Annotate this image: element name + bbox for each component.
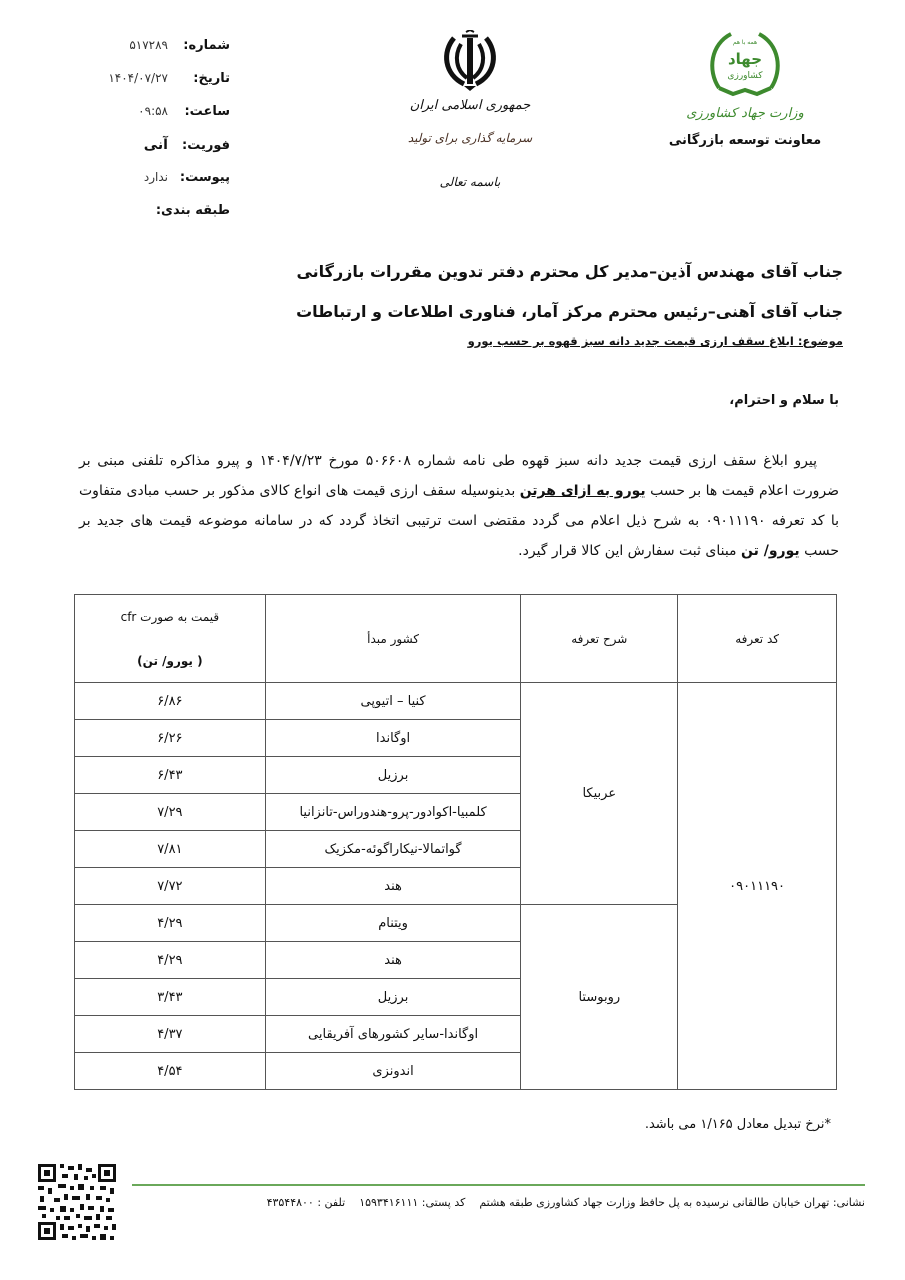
meta-value: ندارد: [143, 170, 168, 184]
meta-value: ۱۴۰۴/۰۷/۲۷: [108, 71, 168, 85]
meta-label: شماره:: [183, 38, 230, 53]
header-tariff-desc: شرح تعرفه: [521, 595, 678, 683]
year-slogan: سرمایه گذاری برای تولید: [407, 131, 533, 145]
price-cell: ۷/۲۹: [75, 794, 266, 831]
greeting: با سلام و احترام،: [729, 393, 839, 408]
meta-urgency: [70, 137, 230, 170]
ministry-logo-icon: [705, 28, 785, 100]
origin-cell: گواتمالا-نیکاراگوئه-مکزیک: [265, 831, 521, 868]
meta-label: فوریت:: [182, 138, 230, 153]
meta-value: آنی: [143, 137, 168, 153]
origin-cell: هند: [265, 942, 521, 979]
header-origin: کشور مبدأ: [265, 595, 521, 683]
table-row: [75, 683, 837, 720]
origin-cell: هند: [265, 868, 521, 905]
header-price-line1: قیمت به صورت cfr: [120, 609, 220, 624]
footer-contact: [267, 1196, 865, 1209]
footer-address: نشانی: تهران خیابان طالقانی نرسیده به پل حافظ وزارت جهاد کشاورزی طبقه هشتم: [479, 1196, 865, 1209]
group-cell-robusta: روبوستا: [521, 905, 678, 1090]
footer-divider: [132, 1184, 865, 1186]
origin-cell: کلمبیا-اکوادور-پرو-هندوراس-تانزانیا: [265, 794, 521, 831]
price-cell: ۴/۳۷: [75, 1016, 266, 1053]
price-cell: ۷/۸۱: [75, 831, 266, 868]
meta-classification: [70, 203, 230, 236]
origin-cell: اندونزی: [265, 1053, 521, 1090]
body-emphasis: یورو به ازای هرتن: [519, 483, 646, 499]
price-table: [74, 594, 837, 1090]
origin-cell: برزیل: [265, 979, 521, 1016]
tariff-code-cell: ۰۹۰۱۱۱۹۰: [678, 683, 837, 1090]
logo-sub-text: کشاورزی: [727, 71, 763, 81]
group-cell-arabica: عربیکا: [521, 683, 678, 905]
meta-label: پیوست:: [179, 170, 230, 185]
footer-phone: تلفن : ۴۳۵۴۴۸۰۰: [266, 1196, 346, 1209]
letter-body: [79, 446, 839, 566]
origin-cell: اوگاندا-سایر کشورهای آفریقایی: [265, 1016, 521, 1053]
origin-cell: ویتنام: [265, 905, 521, 942]
recipient-line: جناب آقای آهنی–رئیس محترم مرکز آمار، فناوری اطلاعات و ارتباطات: [296, 302, 843, 321]
meta-value: ۰۹:۵۸: [138, 104, 168, 118]
qr-code-icon: [36, 1162, 118, 1242]
ministry-block: [655, 28, 835, 148]
logo-main-text: جهاد: [727, 50, 763, 68]
origin-cell: کنیا – اتیوپی: [265, 683, 521, 720]
body-paragraph: [79, 446, 839, 566]
price-cell: ۶/۴۳: [75, 757, 266, 794]
subject-line: موضوع: ابلاغ سقف ارزی قیمت جدید دانه سبز قهوه بر حسب یورو: [467, 334, 843, 348]
price-cell: ۴/۵۴: [75, 1053, 266, 1090]
header-price-line2: ( یورو/ تن): [137, 653, 203, 668]
recipient-line: جناب آقای مهندس آذین–مدیر کل محترم دفتر تدوین مقررات بازرگانی: [296, 262, 843, 281]
meta-label: طبقه بندی:: [155, 203, 230, 218]
body-text-part: مبنای ثبت سفارش این کالا قرار گیرد.: [518, 543, 737, 559]
iran-emblem-icon: [440, 30, 500, 92]
letter-metadata: [70, 38, 230, 236]
table-header-row: [75, 595, 837, 683]
price-cell: ۶/۲۶: [75, 720, 266, 757]
deputy-name: معاونت توسعه بازرگانی: [668, 133, 822, 148]
price-cell: ۳/۴۳: [75, 979, 266, 1016]
price-cell: ۶/۸۶: [75, 683, 266, 720]
meta-number: [70, 38, 230, 71]
country-name: جمهوری اسلامی ایران: [409, 98, 531, 113]
meta-time: [70, 104, 230, 137]
meta-label: تاریخ:: [193, 71, 230, 86]
body-text-part: بدینوسیله سقف ارزی قیمت های انواع کالای مذکور بر حسب مبادی متفاوت با کد تعرفه ۰۹۰۱۱۱۹۰ به شرح ذیل اعلام می گردد مقتضی است ترتیبی اتخاذ گردد که در سامانه موضوعه قیمت های جدید بر حسب: [79, 483, 839, 559]
price-cell: ۴/۲۹: [75, 905, 266, 942]
meta-label: ساعت:: [184, 104, 230, 119]
footer-postal-code: کد پستی: ۱۵۹۳۴۱۶۱۱۱: [359, 1196, 466, 1209]
meta-attachment: [70, 170, 230, 203]
body-emphasis: یورو/ تن: [741, 543, 800, 559]
invocation: باسمه تعالی: [439, 175, 501, 189]
logo-top-text: همه با هم: [732, 39, 758, 46]
body-text-part: پیرو ابلاغ سقف ارزی قیمت جدید دانه سبز قهوه طی نامه شماره ۵۰۶۶۰۸ مورخ ۱۴۰۴/۷/۲۳ و پیرو مذاکره تلفنی مبنی بر ضرورت اعلام قیمت ها بر حسب: [79, 453, 839, 499]
recipients-block: [283, 258, 843, 348]
meta-value: ۵۱۷۲۸۹: [129, 38, 168, 52]
meta-date: [70, 71, 230, 104]
header-price: [75, 595, 266, 683]
iran-emblem-block: [400, 30, 540, 189]
origin-cell: اوگاندا: [265, 720, 521, 757]
ministry-name: وزارت جهاد کشاورزی: [686, 106, 804, 121]
price-cell: ۷/۷۲: [75, 868, 266, 905]
header-tariff-code: کد تعرفه: [678, 595, 837, 683]
price-cell: ۴/۲۹: [75, 942, 266, 979]
exchange-rate-note: *نرخ تبدیل معادل ۱/۱۶۵ می باشد.: [644, 1117, 831, 1132]
origin-cell: برزیل: [265, 757, 521, 794]
